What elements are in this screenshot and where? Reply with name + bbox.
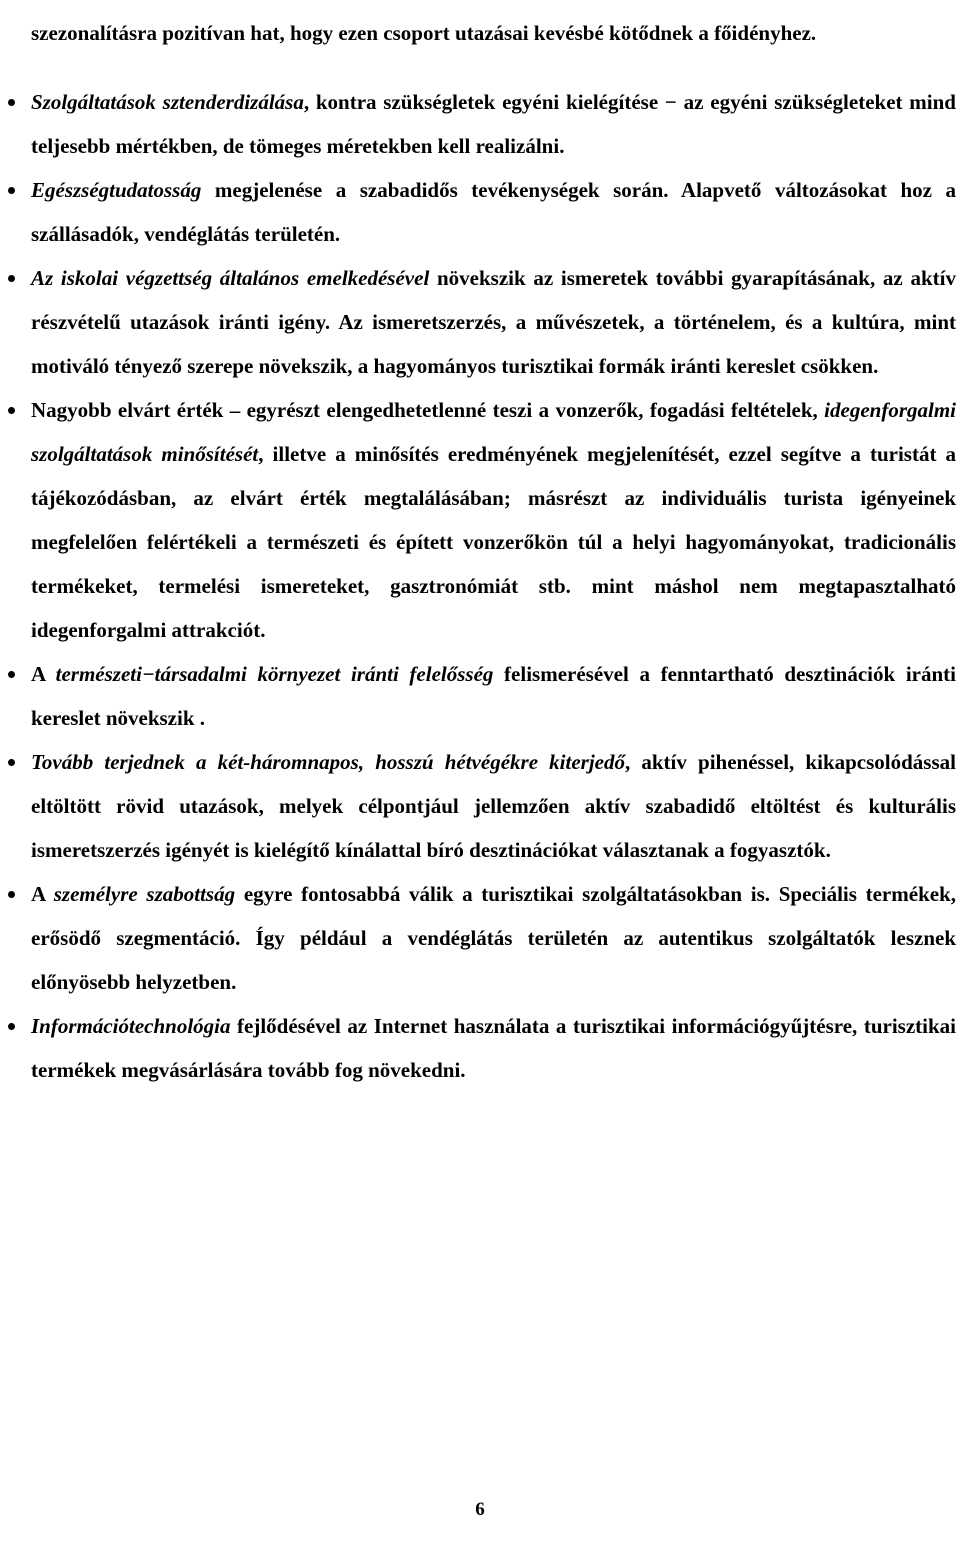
list-item [31, 256, 956, 388]
list-item [31, 168, 956, 256]
bullet-icon [8, 1023, 15, 1030]
list-item-text: , aktív pihenéssel, kikapcsolódással eltöltött rövid utazások, melyek célpontjául jellemzően aktív szabadidő eltöltést és kulturális ismeretszerzés igényét is kielégítő kínálattal bíró desztinációkat választanak a fogyasztók. [31, 750, 956, 862]
list-item-emphasis: személyre szabottság [53, 882, 236, 906]
list-item-lead: Szolgáltatások sztenderdizálása [31, 90, 304, 114]
list-item-text-end: felismerésével a fenntartható desztinációk iránti kereslet növekszik . [31, 662, 956, 730]
list-item [31, 1004, 956, 1092]
bullet-list [31, 80, 956, 1092]
list-item-text-end: , illetve a minősítés eredményének megjelenítését, ezzel segítve a turistát a tájékozódásban, az elvárt érték megtalálásában; másrészt az individuális turista igényeinek megfelelően felértékeli a természeti és épített vonzerőkön túl a helyi hagyományokat, tradicionális termékeket, termelési ismereteket, gasztronómiát stb. mint máshol nem megtapasztalható idegenforgalmi attrakciót. [31, 442, 956, 642]
list-item-lead: Tovább terjednek a két-háromnapos, hosszú hétvégékre kiterjedő [31, 750, 625, 774]
intro-paragraph: szezonalításra pozitívan hat, hogy ezen csoport utazásai kevésbé kötődnek a főidényhez. [31, 21, 817, 45]
list-item-text: fejlődésével az Internet használata a turisztikai információgyűjtésre, turisztikai termékek megvásárlására tovább fog növekedni. [31, 1014, 956, 1082]
list-item-text-end: egyre fontosabbá válik a turisztikai szolgáltatásokban is. Speciális termékek, erősödő szegmentáció. Így például a vendéglátás területén az autentikus szolgáltatók lesznek előnyösebb helyzetben. [31, 882, 956, 994]
list-item-text-start: A [31, 882, 54, 906]
list-item [31, 740, 956, 872]
list-item-lead: Egészségtudatosság [31, 178, 202, 202]
bullet-icon [8, 187, 15, 194]
list-item [31, 388, 956, 652]
list-item-text-start: A [31, 662, 56, 686]
list-item-text-start: Nagyobb elvárt érték – egyrészt elengedhetetlenné teszi a vonzerők, fogadási feltételek, [31, 398, 825, 422]
bullet-icon [8, 275, 15, 282]
list-item [31, 652, 956, 740]
page-number: 6 [475, 1499, 485, 1520]
list-item-emphasis: idegenforgalmi szolgáltatások minősítését [31, 398, 956, 466]
list-item-text: megjelenése a szabadidős tevékenységek során. Alapvető változásokat hoz a szállásadók, vendéglátás területén. [31, 178, 956, 246]
list-item-lead: Az iskolai végzettség általános emelkedésével [31, 266, 430, 290]
bullet-icon [8, 671, 15, 678]
list-item-emphasis: természeti−társadalmi környezet iránti felelősség [55, 662, 494, 686]
list-item-lead: Információtechnológia [31, 1014, 231, 1038]
list-item-text: növekszik az ismeretek további gyarapításának, az aktív részvételű utazások iránti igény. Az ismeretszerzés, a művészetek, a történelem, és a kultúra, mint motiváló tényező szerepe növekszik, a hagyományos turisztikai formák iránti kereslet csökken. [31, 266, 956, 378]
list-item [31, 80, 956, 168]
bullet-icon [8, 99, 15, 106]
bullet-icon [8, 759, 15, 766]
bullet-icon [8, 407, 15, 414]
list-item [31, 872, 956, 1004]
bullet-icon [8, 891, 15, 898]
list-item-text: , kontra szükségletek egyéni kielégítése − az egyéni szükségleteket mind teljesebb mértékben, de tömeges méretekben kell realizálni. [31, 90, 956, 158]
